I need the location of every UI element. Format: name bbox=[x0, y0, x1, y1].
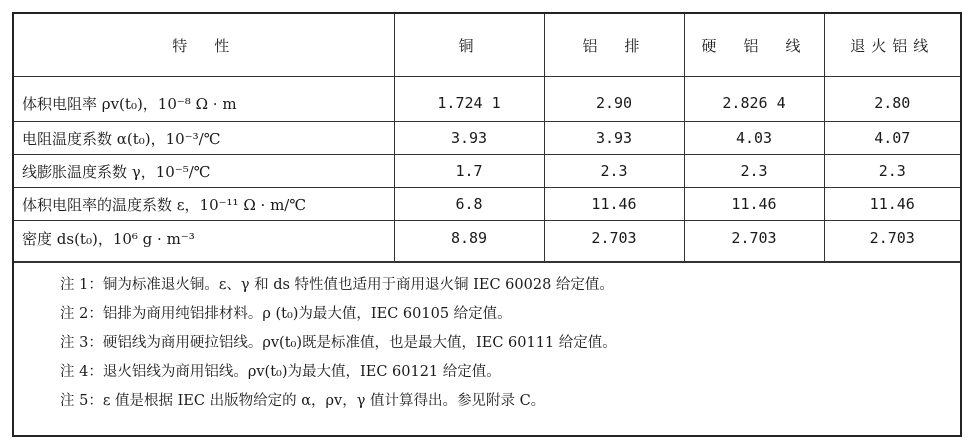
header-hard-aluminium-wire: 硬 铝 线 bbox=[684, 14, 824, 77]
table-header-row bbox=[14, 14, 960, 77]
row-label: 密度 ds(t₀)，10⁶ g · m⁻³ bbox=[14, 221, 394, 262]
cell-value: 2.826 4 bbox=[684, 77, 824, 122]
cell-value: 2.703 bbox=[544, 221, 684, 262]
cell-value: 11.46 bbox=[824, 188, 960, 221]
row-label: 体积电阻率的温度系数 ε，10⁻¹¹ Ω · m/℃ bbox=[14, 188, 394, 221]
cell-value: 3.93 bbox=[544, 122, 684, 155]
cell-value: 1.724 1 bbox=[394, 77, 544, 122]
cell-value: 2.3 bbox=[684, 155, 824, 188]
note-4: 注 4：退火铝线为商用铝线。ρv(t₀)为最大值，IEC 60121 给定值。 bbox=[60, 364, 501, 380]
cell-value: 2.3 bbox=[544, 155, 684, 188]
cell-value: 11.46 bbox=[684, 188, 824, 221]
table-row bbox=[14, 188, 960, 221]
row-label: 线膨胀温度系数 γ，10⁻⁵/℃ bbox=[14, 155, 394, 188]
cell-value: 4.03 bbox=[684, 122, 824, 155]
note-3: 注 3：硬铝线为商用硬拉铝线。ρv(t₀)既是标准值，也是最大值，IEC 60111 给定值。 bbox=[60, 335, 617, 351]
table-row bbox=[14, 122, 960, 155]
table-row bbox=[14, 221, 960, 262]
cell-value: 2.703 bbox=[684, 221, 824, 262]
properties-table-frame bbox=[12, 12, 962, 437]
header-property: 特 性 bbox=[14, 14, 394, 77]
cell-value: 11.46 bbox=[544, 188, 684, 221]
material-properties-table bbox=[14, 14, 960, 262]
table-notes bbox=[14, 262, 960, 416]
header-annealed-aluminium-wire: 退火铝线 bbox=[824, 14, 960, 77]
note-1: 注 1：铜为标准退火铜。ε、γ 和 ds 特性值也适用于商用退火铜 IEC 60028 给定值。 bbox=[60, 277, 614, 293]
cell-value: 2.703 bbox=[824, 221, 960, 262]
note-2: 注 2：铝排为商用纯铝排材料。ρ (t₀)为最大值，IEC 60105 给定值。 bbox=[60, 306, 512, 322]
cell-value: 8.89 bbox=[394, 221, 544, 262]
row-label: 体积电阻率 ρv(t₀)，10⁻⁸ Ω · m bbox=[14, 77, 394, 122]
cell-value: 2.3 bbox=[824, 155, 960, 188]
note-5: 注 5：ε 值是根据 IEC 出版物给定的 α，ρv，γ 值计算得出。参见附录 C。 bbox=[60, 393, 546, 409]
cell-value: 6.8 bbox=[394, 188, 544, 221]
cell-value: 2.90 bbox=[544, 77, 684, 122]
header-aluminium-bar: 铝 排 bbox=[544, 14, 684, 77]
table-row bbox=[14, 155, 960, 188]
cell-value: 2.80 bbox=[824, 77, 960, 122]
table-row bbox=[14, 77, 960, 122]
cell-value: 3.93 bbox=[394, 122, 544, 155]
header-copper: 铜 bbox=[394, 14, 544, 77]
cell-value: 1.7 bbox=[394, 155, 544, 188]
row-label: 电阻温度系数 α(t₀)，10⁻³/℃ bbox=[14, 122, 394, 155]
cell-value: 4.07 bbox=[824, 122, 960, 155]
